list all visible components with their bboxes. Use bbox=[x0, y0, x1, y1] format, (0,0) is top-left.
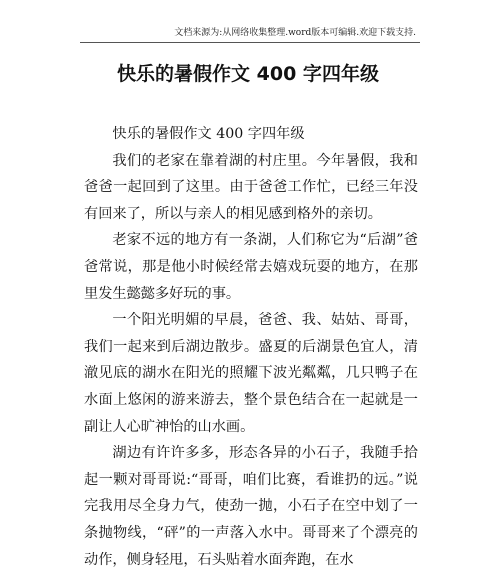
paragraph: 湖边有许许多多，形态各异的小石子，我随手拾起一颗对哥哥说:“哥哥，咱们比赛，看谁扔的远。”说完我用尽全身力气，使劲一抛，小石子在空中划了一条抛物线，“砰”的一声落入水中。哥哥来了个漂亮的动作，侧身轻甩，石头贴着水面奔跑，在水 bbox=[84, 445, 418, 568]
document-body bbox=[84, 121, 418, 573]
paragraph-subtitle: 快乐的暑假作文 400 字四年级 bbox=[112, 126, 305, 142]
paragraph: 老家不远的地方有一条湖，人们称它为“后湖”爸爸常说，那是他小时候经常去嬉戏玩耍的地方，在那里发生懿懿多好玩的事。 bbox=[84, 232, 418, 302]
paragraph: 一个阳光明媚的早晨，爸爸、我、姑姑、哥哥，我们一起来到后湖边散步。盛夏的后湖景色宜人，清澈见底的湖水在阳光的照耀下波光粼粼，几只鸭子在水面上悠闲的游来游去，整个景色结合在一起就是一副让人心旷神怡的山水画。 bbox=[84, 312, 418, 435]
document-title: 快乐的暑假作文 400 字四年级 bbox=[117, 63, 379, 85]
paragraph: 我们的老家在靠着湖的村庄里。今年暑假，我和爸爸一起回到了这里。由于爸爸工作忙，已经三年没有回来了，所以与亲人的相见感到格外的亲切。 bbox=[84, 152, 418, 222]
source-note: 文档来源为:从网络收集整理.word版本可编辑.欢迎下载支持. bbox=[174, 28, 416, 38]
header-divider bbox=[80, 42, 420, 43]
